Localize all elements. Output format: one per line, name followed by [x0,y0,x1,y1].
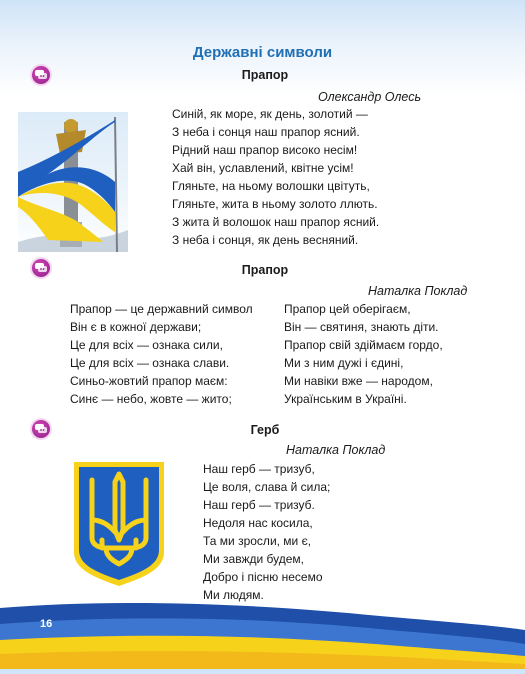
poem-line: Українським в Україні. [284,392,407,406]
poem-line: З неба і сонця, як день весняний. [172,233,359,247]
coat-of-arms-icon [72,460,166,593]
poem-line: Прапор — це державний символ [70,302,253,316]
poem-line: Синє — небо, жовте — жито; [70,392,232,406]
poem-line: Добро і пісню несемо [203,570,323,584]
poem-author: Наталка Поклад [286,443,386,457]
poem-line: Недоля нас косила, [203,516,313,530]
poem-title: Прапор [241,68,289,82]
poem-line: Він — святиня, знають діти. [284,320,439,334]
poem-line: Наш герб — тризуб. [203,498,315,512]
poem3-lines [203,460,330,604]
poem-line: Це для всіх — ознака сили, [70,338,223,352]
poem1-lines [172,105,379,249]
poem-line: Гляньте, на ньому волошки цвітуть, [172,179,370,193]
poem-line: Синій, як море, як день, золотий — [172,107,368,121]
poem-author: Олександр Олесь [318,90,422,104]
poem-line: Прапор свій здіймаєм гордо, [284,338,443,352]
poem-line: Ми завжди будем, [203,552,304,566]
poem-title: Прапор [241,263,289,277]
flag-wave-band [0,596,525,669]
poem-line: Синьо-жовтий прапор маєм: [70,374,228,388]
read-aloud-icon[interactable] [32,66,50,84]
poem-title: Герб [250,423,280,437]
poem-line: Наш герб — тризуб, [203,462,315,476]
poem-line: Рідний наш прапор високо несім! [172,143,358,157]
poem-line: Гляньте, жита в ньому золото ллють. [172,197,378,211]
poem-line: Ми людям. [203,588,264,602]
poem-line: З неба і сонця наш прапор ясний. [172,125,360,139]
poem2-lines-right [284,300,443,408]
poem-line: Ми з ним дужі і єдині, [284,356,404,370]
poem-line: Хай він, уславлений, квітне усім! [172,161,354,175]
page-number: 16 [40,618,53,630]
poem-line: Це для всіх — ознака слави. [70,356,230,370]
poem-line: Прапор цей оберігаєм, [284,302,411,316]
poem-line: Та ми зросли, ми є, [203,534,312,548]
read-aloud-icon[interactable] [32,420,50,438]
poem-line: З жита й волошок наш прапор ясний. [172,215,380,229]
poem-line: Ми навіки вже — народом, [284,374,433,388]
poem2-lines-left [70,300,253,408]
read-aloud-icon[interactable] [32,259,50,277]
poem-author: Наталка Поклад [368,284,468,298]
monument-flag-image [18,112,128,252]
page-title: Державні символи [192,44,333,61]
poem-line: Він є в кожної держави; [70,320,202,334]
poem-line: Це воля, слава й сила; [203,480,331,494]
